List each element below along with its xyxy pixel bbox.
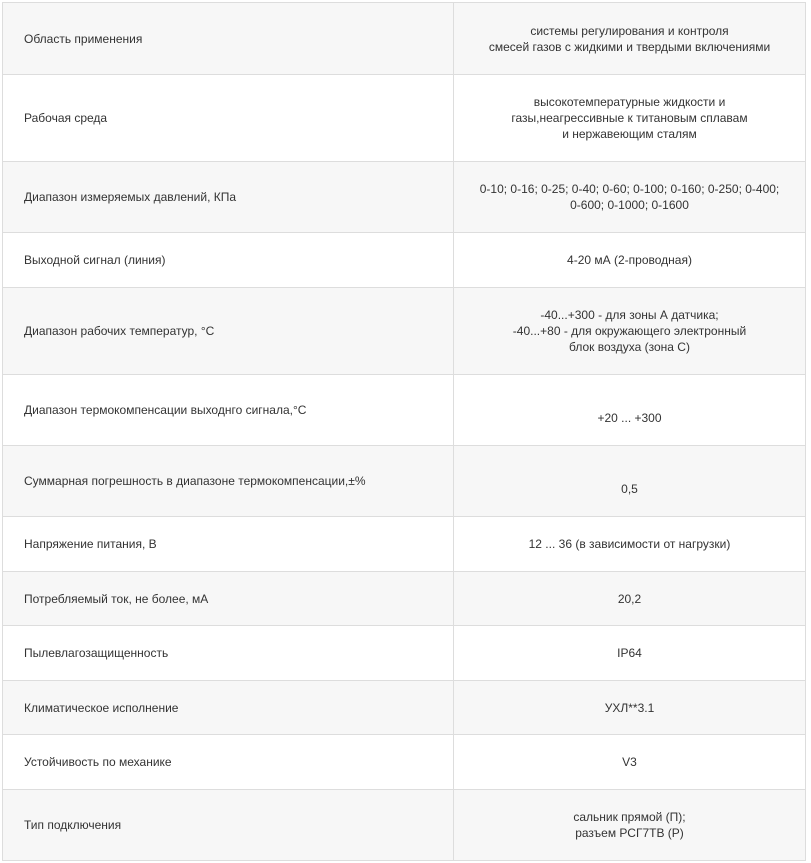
param-value: системы регулирования и контроля смесей газов с жидкими и твердыми включениями bbox=[454, 3, 806, 75]
table-row bbox=[3, 790, 806, 861]
param-value: 4-20 мА (2-проводная) bbox=[454, 233, 806, 288]
table-row bbox=[3, 288, 806, 375]
param-value: -40...+300 - для зоны А датчика; -40...+80 - для окружающего электронный блок воздуха (зона С) bbox=[454, 288, 806, 375]
table-row bbox=[3, 626, 806, 681]
param-name: Рабочая среда bbox=[3, 75, 454, 162]
table-row bbox=[3, 75, 806, 162]
table-row bbox=[3, 517, 806, 572]
table-row bbox=[3, 446, 806, 517]
param-name: Напряжение питания, В bbox=[3, 517, 454, 572]
table-row bbox=[3, 681, 806, 735]
table-row bbox=[3, 572, 806, 626]
param-value: 0-10; 0-16; 0-25; 0-40; 0-60; 0-100; 0-160; 0-250; 0-400; 0-600; 0-1000; 0-1600 bbox=[454, 162, 806, 233]
param-name: Суммарная погрешность в диапазоне термокомпенсации,±% bbox=[3, 446, 454, 517]
param-value: высокотемпературные жидкости и газы,неагрессивные к титановым сплавам и нержавеющим сталям bbox=[454, 75, 806, 162]
param-value: V3 bbox=[454, 735, 806, 790]
param-value: +20 ... +300 bbox=[454, 375, 806, 446]
param-value: 20,2 bbox=[454, 572, 806, 626]
param-name: Тип подключения bbox=[3, 790, 454, 861]
param-name: Пылевлагозащищенность bbox=[3, 626, 454, 681]
table-row bbox=[3, 233, 806, 288]
param-name: Устойчивость по механике bbox=[3, 735, 454, 790]
param-value: сальник прямой (П); разъем РСГ7ТВ (Р) bbox=[454, 790, 806, 861]
param-name: Область применения bbox=[3, 3, 454, 75]
table-row bbox=[3, 375, 806, 446]
param-value: 0,5 bbox=[454, 446, 806, 517]
param-value: УХЛ**3.1 bbox=[454, 681, 806, 735]
spec-table bbox=[2, 2, 806, 861]
param-name: Диапазон рабочих температур, °С bbox=[3, 288, 454, 375]
param-name: Диапазон измеряемых давлений, КПа bbox=[3, 162, 454, 233]
param-name: Выходной сигнал (линия) bbox=[3, 233, 454, 288]
table-row bbox=[3, 162, 806, 233]
param-name: Диапазон термокомпенсации выходнго сигнала,°С bbox=[3, 375, 454, 446]
table-row bbox=[3, 3, 806, 75]
param-name: Потребляемый ток, не более, мА bbox=[3, 572, 454, 626]
table-row bbox=[3, 735, 806, 790]
param-value: 12 ... 36 (в зависимости от нагрузки) bbox=[454, 517, 806, 572]
param-name: Климатическое исполнение bbox=[3, 681, 454, 735]
param-value: IP64 bbox=[454, 626, 806, 681]
